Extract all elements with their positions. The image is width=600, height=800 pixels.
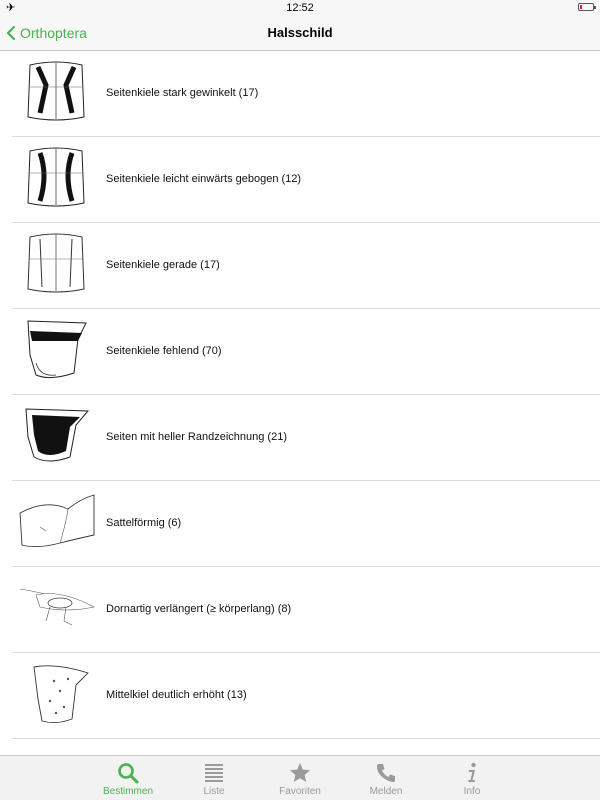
pronotum-slightly-curved-icon (16, 143, 96, 215)
list-item-label: Seiten mit heller Randzeichnung (21) (106, 431, 287, 443)
tab-label: Melden (369, 786, 403, 797)
list-item-label: Seitenkiele gerade (17) (106, 259, 220, 271)
tab-favoriten[interactable] (260, 756, 340, 800)
tab-liste[interactable] (174, 756, 254, 800)
pronotum-strongly-angled-icon (16, 57, 96, 129)
list-item[interactable] (12, 223, 600, 309)
pronotum-thorn-elongated-icon (16, 573, 96, 645)
tab-melden[interactable] (346, 756, 426, 800)
list-item[interactable] (12, 567, 600, 653)
tab-bestimmen[interactable] (88, 756, 168, 800)
airplane-mode-icon: ✈ (6, 2, 16, 14)
list-item[interactable] (12, 653, 600, 739)
list-item[interactable] (12, 137, 600, 223)
pronotum-keels-absent-icon (16, 315, 96, 387)
search-icon (116, 761, 140, 785)
tab-label: Bestimmen (102, 786, 153, 797)
list-item[interactable] (12, 51, 600, 137)
list-item[interactable] (12, 309, 600, 395)
tab-label: Liste (203, 786, 225, 797)
back-button-label: Orthoptera (20, 25, 87, 41)
tab-info[interactable] (432, 756, 512, 800)
list-icon (202, 761, 226, 785)
pronotum-raised-keel-icon (16, 659, 96, 731)
list-item-label: Seitenkiele leicht einwärts gebogen (12) (106, 173, 302, 185)
navigation-bar (0, 16, 600, 51)
tab-label: Favoriten (279, 786, 321, 797)
list-item-label: Mittelkiel deutlich erhöht (13) (106, 689, 247, 701)
list-item-label: Sattelförmig (6) (106, 517, 182, 529)
phone-icon (374, 761, 398, 785)
star-icon (288, 761, 312, 785)
option-list (0, 51, 600, 739)
list-item[interactable] (12, 395, 600, 481)
list-item-label: Seitenkiele stark gewinkelt (17) (106, 87, 259, 99)
pronotum-straight-icon (16, 229, 96, 301)
info-icon (460, 761, 484, 785)
list-item-label: Seitenkiele fehlend (70) (106, 345, 222, 357)
battery-icon (578, 3, 594, 11)
status-bar (0, 0, 600, 16)
tab-bar (0, 755, 600, 800)
pronotum-light-margin-icon (16, 401, 96, 473)
pronotum-saddle-icon (16, 487, 96, 559)
status-time: 12:52 (286, 2, 314, 14)
list-item[interactable] (12, 481, 600, 567)
page-title: Halsschild (267, 25, 333, 40)
tab-label: Info (463, 786, 481, 797)
list-item-label: Dornartig verlängert (≥ körperlang) (8) (106, 603, 292, 615)
